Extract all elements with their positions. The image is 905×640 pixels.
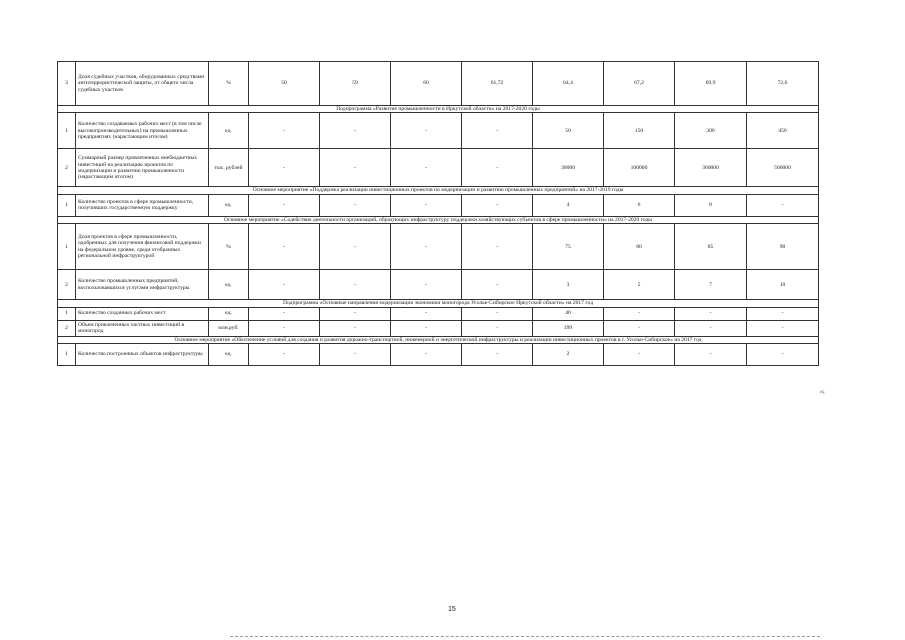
value-cell: 5 xyxy=(604,270,675,300)
unit-cell: тыс. рублей xyxy=(209,149,249,187)
value-cell: - xyxy=(391,307,462,320)
row-number: 1 xyxy=(58,224,76,270)
indicator-name: Количество промышленных предприятий, воспользовавшихся услугами инфраструктуры xyxy=(76,270,209,300)
value-cell: - xyxy=(320,224,391,270)
value-cell: 8 xyxy=(675,194,747,216)
value-cell: - xyxy=(604,307,675,320)
unit-cell: ед. xyxy=(209,194,249,216)
indicator-name: Количество созданных рабочих мест xyxy=(76,307,209,320)
value-cell: - xyxy=(747,344,819,366)
table-row xyxy=(58,62,819,106)
section-header-row xyxy=(58,216,819,223)
value-cell: - xyxy=(604,320,675,336)
value-cell: 67,2 xyxy=(604,62,675,106)
value-cell: - xyxy=(249,113,320,149)
value-cell: - xyxy=(462,344,533,366)
table-body xyxy=(58,62,819,366)
unit-cell: ед. xyxy=(209,270,249,300)
value-cell: 7 xyxy=(675,270,747,300)
value-cell: 450 xyxy=(747,113,819,149)
row-number: 3 xyxy=(58,62,76,106)
unit-cell: млн.руб. xyxy=(209,320,249,336)
value-cell: 500000 xyxy=(747,149,819,187)
value-cell: 50 xyxy=(533,113,604,149)
unit-cell: % xyxy=(209,224,249,270)
indicator-name: Количество построенных объектов инфраструктуры xyxy=(76,344,209,366)
value-cell: 360000 xyxy=(675,149,747,187)
section-header-row xyxy=(58,187,819,194)
value-cell: 90 xyxy=(747,224,819,270)
value-cell: 6 xyxy=(604,194,675,216)
value-cell: - xyxy=(249,307,320,320)
value-cell: 4 xyxy=(533,194,604,216)
value-cell: - xyxy=(747,194,819,216)
indicator-name: Суммарный размер привлеченных внебюджетных инвестиций на реализацию проектов по модернизации и развитию промышленности (нарастающим итогом) xyxy=(76,149,209,187)
value-cell: - xyxy=(249,224,320,270)
table-row xyxy=(58,224,819,270)
value-cell: - xyxy=(462,149,533,187)
section-header-row xyxy=(58,336,819,343)
value-cell: 61,72 xyxy=(462,62,533,106)
value-cell: 100000 xyxy=(604,149,675,187)
indicator-name: Доля проектов в сфере промышленности, одобренных для получения финансовой поддержки на федеральном уровне, среди отобранных региональной инфраструктурой xyxy=(76,224,209,270)
value-cell: 2 xyxy=(533,344,604,366)
indicator-name: Объем привлеченных частных инвестиций в моногород xyxy=(76,320,209,336)
value-cell: - xyxy=(747,307,819,320)
unit-cell: ед. xyxy=(209,113,249,149)
value-cell: - xyxy=(462,194,533,216)
value-cell: - xyxy=(391,194,462,216)
table-row xyxy=(58,344,819,366)
value-cell: - xyxy=(604,344,675,366)
value-cell: 69,9 xyxy=(675,62,747,106)
value-cell: 75 xyxy=(533,224,604,270)
value-cell: - xyxy=(462,113,533,149)
table-row xyxy=(58,320,819,336)
value-cell: - xyxy=(391,344,462,366)
value-cell: - xyxy=(320,113,391,149)
row-number: 2 xyxy=(58,149,76,187)
value-cell: - xyxy=(320,149,391,187)
value-cell: - xyxy=(462,224,533,270)
indicator-name: Количество создаваемых рабочих мест (в том числе высокопроизводительных) на промышленных предприятиях (нарастающим итогом) xyxy=(76,113,209,149)
value-cell: 150 xyxy=(604,113,675,149)
table-row xyxy=(58,149,819,187)
row-number: 1 xyxy=(58,344,76,366)
value-cell: - xyxy=(675,307,747,320)
unit-cell: % xyxy=(209,62,249,106)
value-cell: - xyxy=(675,320,747,336)
table-row xyxy=(58,307,819,320)
trailing-mark: »; xyxy=(820,389,825,395)
value-cell: - xyxy=(249,149,320,187)
value-cell: - xyxy=(320,320,391,336)
row-number: 1 xyxy=(58,194,76,216)
value-cell: - xyxy=(391,320,462,336)
section-title: Подпрограмма «Основные направления модернизации экономики моногорода Усолье-Сибирское Иркутской области» на 2017 год xyxy=(58,300,819,307)
scan-edge-line xyxy=(230,636,820,637)
table-row xyxy=(58,113,819,149)
value-cell: - xyxy=(675,344,747,366)
indicator-name: Доля судебных участков, оборудованных средствами антитеррористической защиты, от общего числа судебных участков xyxy=(76,62,209,106)
value-cell: 40 xyxy=(533,307,604,320)
value-cell: - xyxy=(462,270,533,300)
page-number: 15 xyxy=(448,606,456,613)
value-cell: - xyxy=(249,270,320,300)
section-header-row xyxy=(58,300,819,307)
value-cell: - xyxy=(249,194,320,216)
section-title: Основное мероприятие «Обеспечение условий для создания и развития дорожно-транспортной, инженерной и энергетической инфраструктуры и реализации инвестиционных проектов в г. Усолье-Сибирское» на 2017 год xyxy=(58,336,819,343)
unit-cell: ед. xyxy=(209,307,249,320)
value-cell: - xyxy=(462,307,533,320)
value-cell: - xyxy=(391,113,462,149)
value-cell: - xyxy=(320,307,391,320)
unit-cell: ед. xyxy=(209,344,249,366)
section-header-row xyxy=(58,106,819,113)
value-cell: - xyxy=(462,320,533,336)
table-row xyxy=(58,194,819,216)
value-cell: 399 xyxy=(533,320,604,336)
value-cell: 10 xyxy=(747,270,819,300)
value-cell: 50 xyxy=(249,62,320,106)
indicators-table xyxy=(57,61,819,366)
value-cell: 72,6 xyxy=(747,62,819,106)
row-number: 2 xyxy=(58,320,76,336)
section-title: Подпрограмма «Развитие промышленности в Иркутской области» на 2017-2020 годы xyxy=(58,106,819,113)
row-number: 1 xyxy=(58,307,76,320)
section-title: Основное мероприятие «Поддержка реализации инвестиционных проектов по модернизации и развитию промышленных предприятий» на 2017-2019 годы xyxy=(58,187,819,194)
value-cell: 300 xyxy=(675,113,747,149)
row-number: 2 xyxy=(58,270,76,300)
value-cell: 60 xyxy=(391,62,462,106)
section-title: Основное мероприятие «Содействие деятельности организаций, образующих инфраструктуру поддержки хозяйствующих субъектов в сфере промышленности» на 2017-2020 годы xyxy=(58,216,819,223)
value-cell: 64,4 xyxy=(533,62,604,106)
value-cell: - xyxy=(391,149,462,187)
row-number: 1 xyxy=(58,113,76,149)
indicator-name: Количество проектов в сфере промышленности, получивших государственную поддержку xyxy=(76,194,209,216)
value-cell: - xyxy=(320,344,391,366)
table-row xyxy=(58,270,819,300)
value-cell: - xyxy=(391,224,462,270)
value-cell: - xyxy=(249,320,320,336)
value-cell: 3 xyxy=(533,270,604,300)
value-cell: 85 xyxy=(675,224,747,270)
value-cell: - xyxy=(249,344,320,366)
value-cell: - xyxy=(391,270,462,300)
value-cell: - xyxy=(320,270,391,300)
value-cell: - xyxy=(320,194,391,216)
value-cell: 30000 xyxy=(533,149,604,187)
value-cell: - xyxy=(747,320,819,336)
value-cell: 59 xyxy=(320,62,391,106)
value-cell: 80 xyxy=(604,224,675,270)
